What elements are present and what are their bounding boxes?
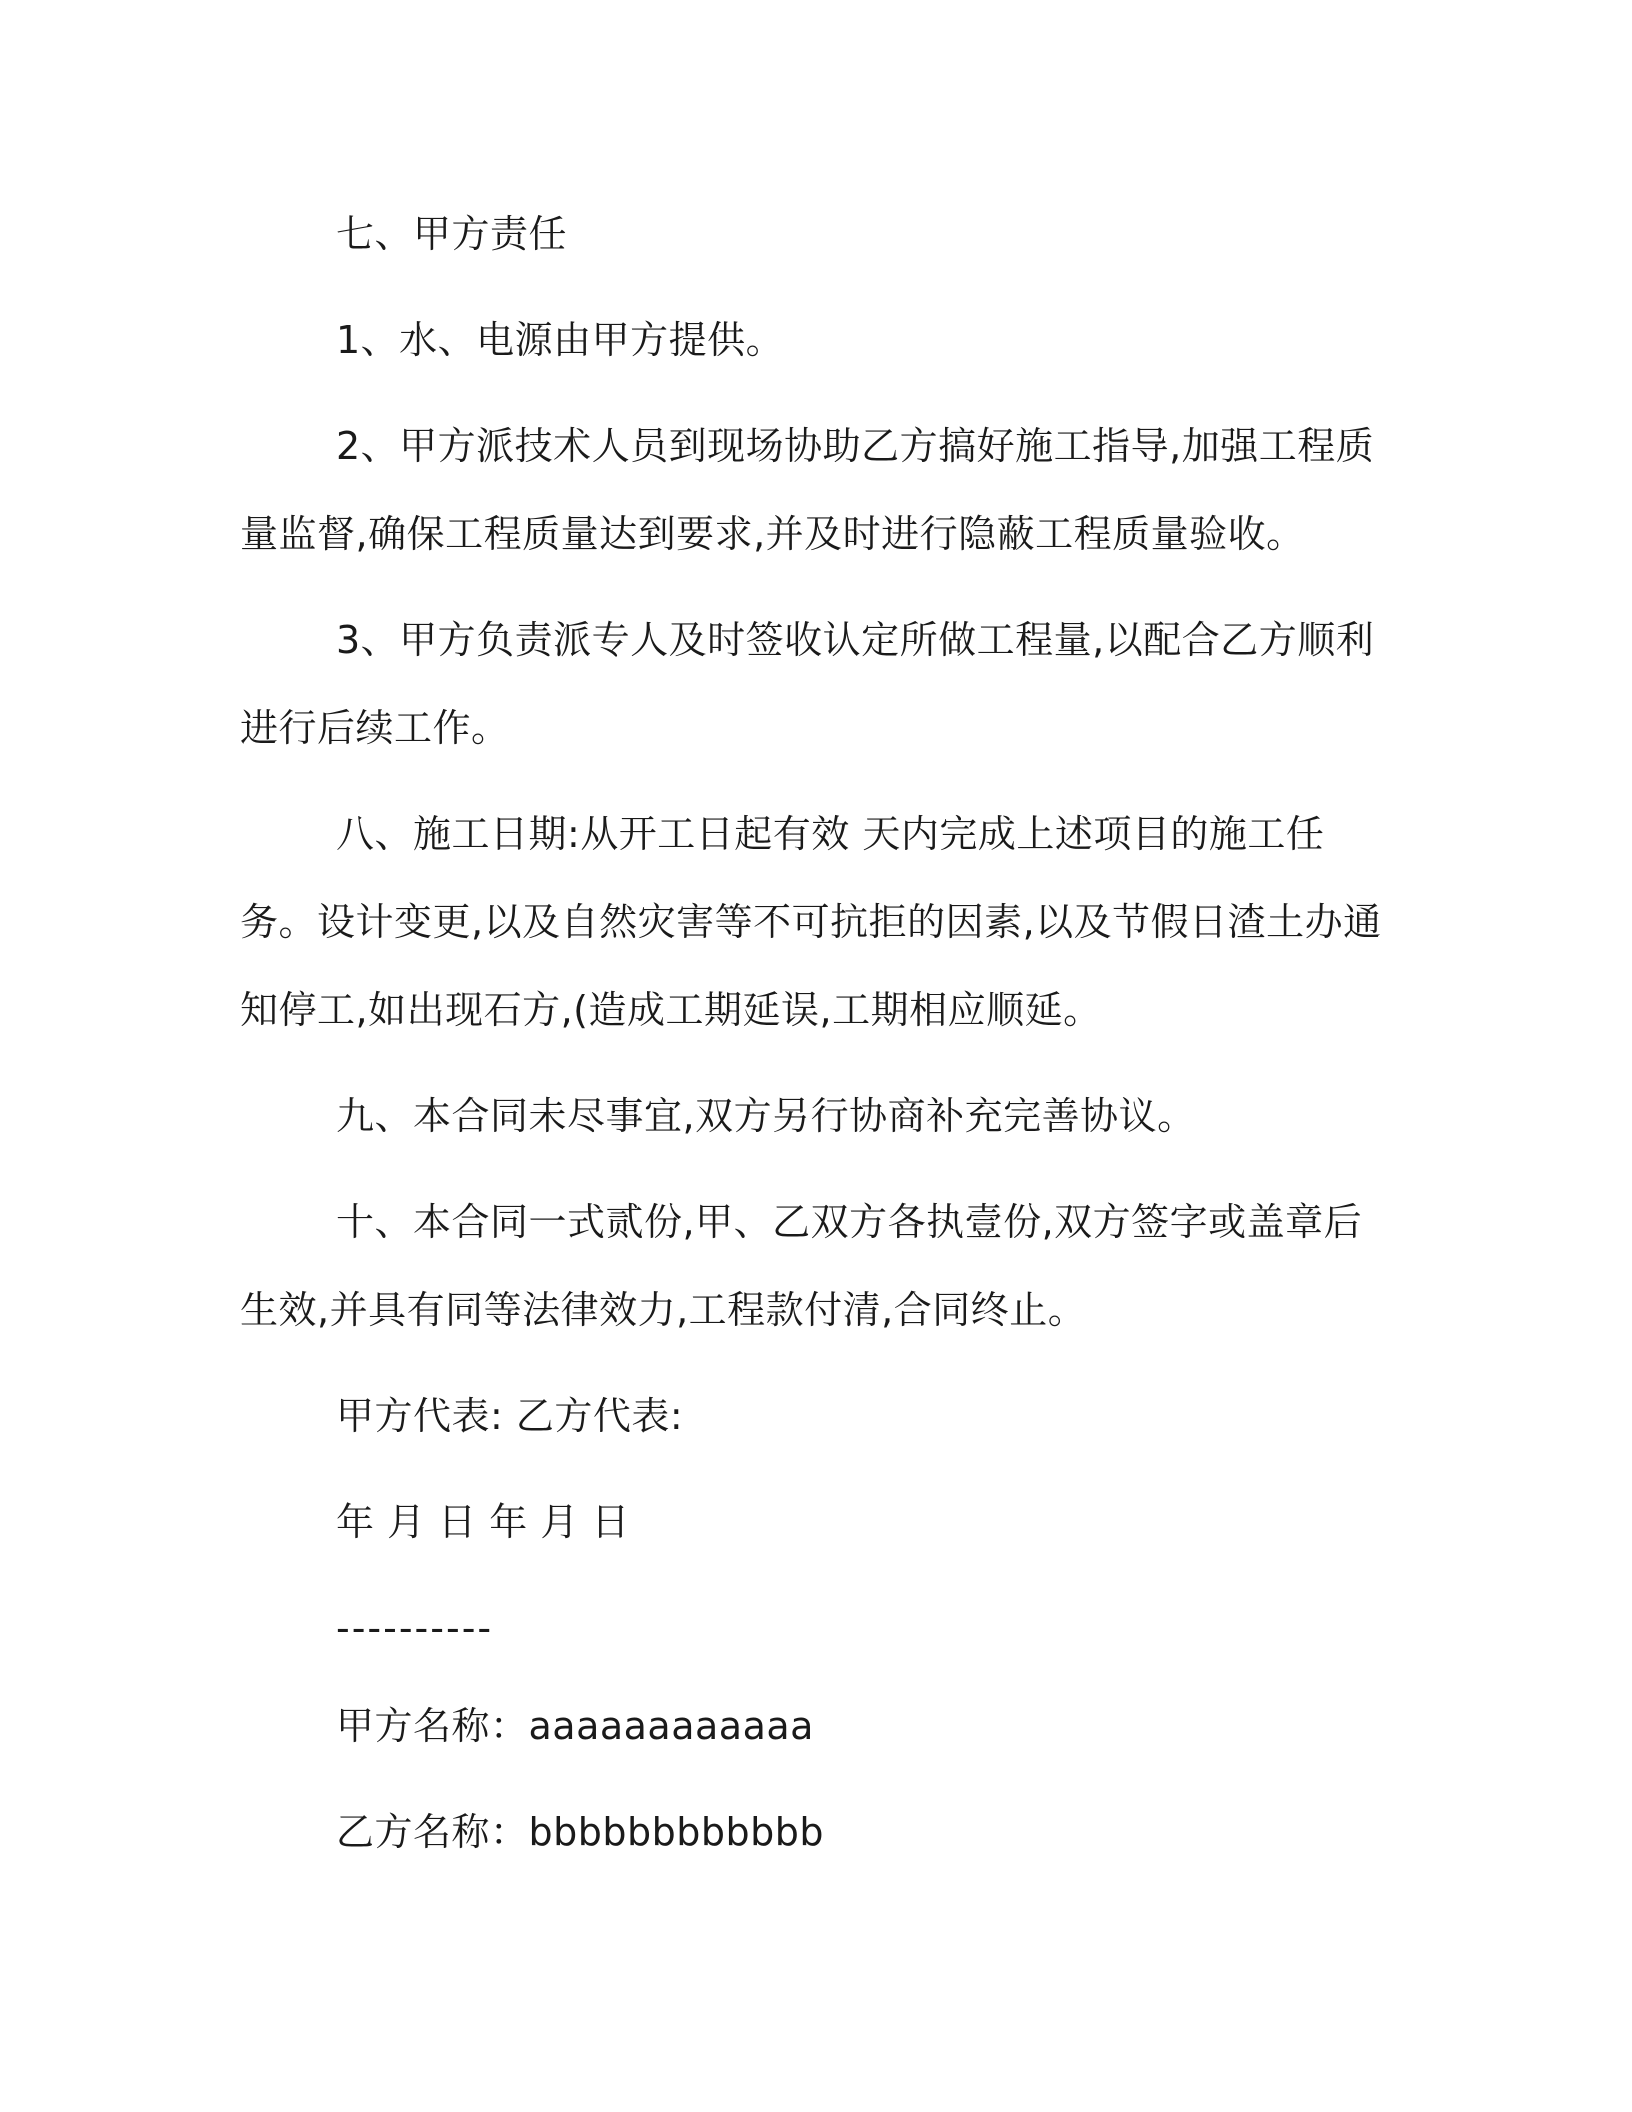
section-9-paragraph: 九、本合同未尽事宜,双方另行协商补充完善协议。 bbox=[336, 1094, 1196, 1138]
section-7-heading: 七、甲方责任 bbox=[336, 212, 568, 256]
signature-dates: 年 月 日 年 月 日 bbox=[336, 1500, 630, 1544]
document-body bbox=[240, 190, 1400, 1894]
section-7-item-1: 1、水、电源由甲方提供。 bbox=[336, 318, 785, 362]
party-a-name: 甲方名称：aaaaaaaaaaaa bbox=[336, 1704, 814, 1748]
section-8-paragraph: 八、施工日期:从开工日起有效 天内完成上述项目的施工任务。设计变更,以及自然灾害等不可抗拒的因素,以及节假日渣土办通知停工,如出现石方,(造成工期延误,工期相应顺延。 bbox=[240, 812, 1382, 1032]
section-7-item-3: 3、甲方负责派专人及时签收认定所做工程量,以配合乙方顺利进行后续工作。 bbox=[240, 618, 1375, 750]
signature-representatives: 甲方代表: 乙方代表: bbox=[336, 1394, 684, 1438]
section-10-paragraph: 十、本合同一式贰份,甲、乙双方各执壹份,双方签字或盖章后生效,并具有同等法律效力,工程款付清,合同终止。 bbox=[240, 1200, 1363, 1332]
divider-line: ---------- bbox=[336, 1606, 494, 1650]
party-b-name: 乙方名称：bbbbbbbbbbbb bbox=[336, 1810, 824, 1854]
section-7-item-2: 2、甲方派技术人员到现场协助乙方搞好施工指导,加强工程质量监督,确保工程质量达到要求,并及时进行隐蔽工程质量验收。 bbox=[240, 424, 1375, 556]
